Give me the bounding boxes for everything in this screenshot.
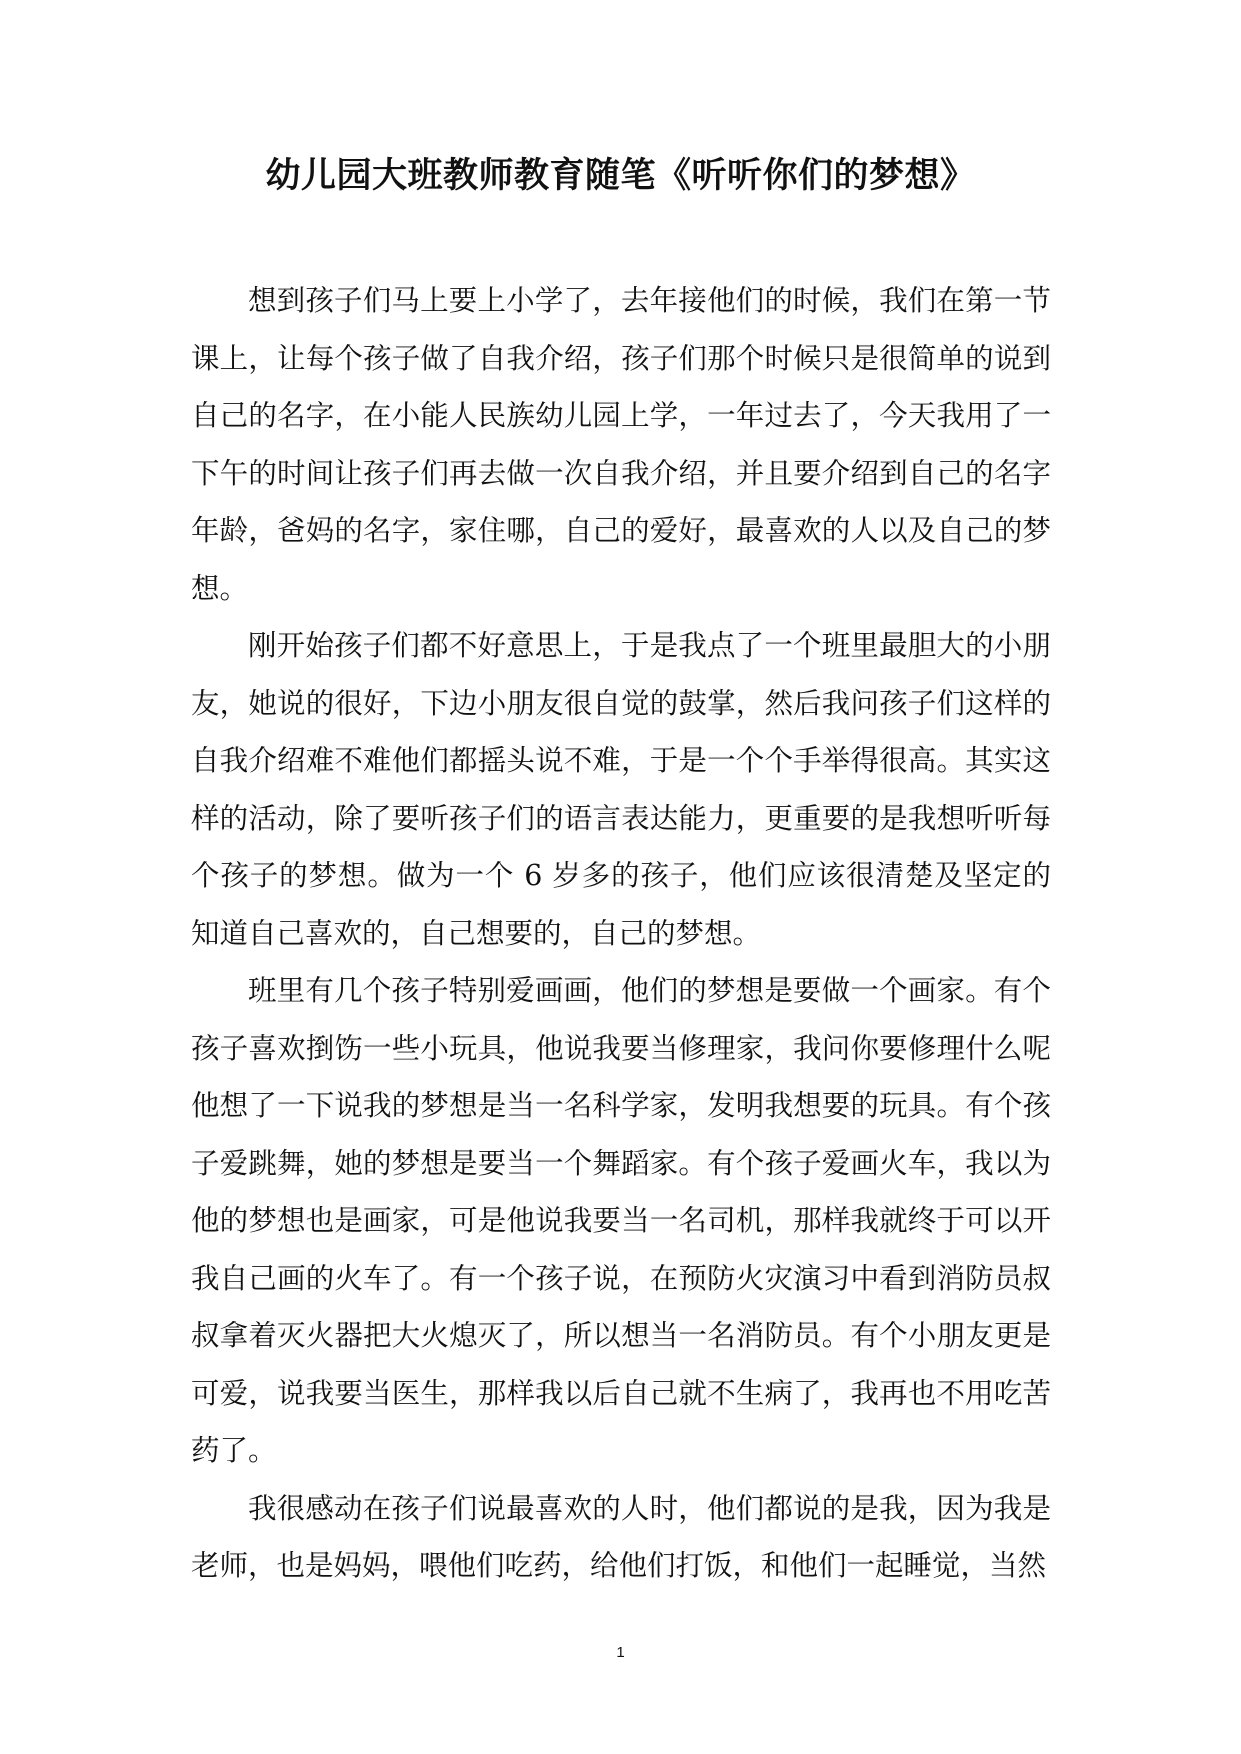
document-title: 幼儿园大班教师教育随笔《听听你们的梦想》 xyxy=(265,155,976,196)
paragraph-3: 班里有几个孩子特别爱画画，他们的梦想是要做一个画家。有个孩子喜欢捯饬一些小玩具，他说我要当修理家，我问你要修理什么呢他想了一下说我的梦想是当一名科学家，发明我想要的玩具。有个孩子爱跳舞，她的梦想是要当一个舞蹈家。有个孩子爱画火车，我以为他的梦想也是画家，可是他说我要当一名司机，那样我就终于可以开我自己画的火车了。有一个孩子说，在预防火灾演习中看到消防员叔叔拿着灭火器把大火熄灭了，所以想当一名消防员。有个小朋友更是可爱，说我要当医生，那样我以后自己就不生病了，我再也不用吃苦药了。 xyxy=(191,974,1051,1467)
paragraph-1: 想到孩子们马上要上小学了，去年接他们的时候，我们在第一节课上，让每个孩子做了自我介绍，孩子们那个时候只是很简单的说到自己的名字，在小能人民族幼儿园上学，一年过去了，今天我用了一下午的时间让孩子们再去做一次自我介绍，并且要介绍到自己的名字年龄，爸妈的名字，家住哪，自己的爱好，最喜欢的人以及自己的梦想。 xyxy=(191,284,1051,605)
paragraph-2: 刚开始孩子们都不好意思上，于是我点了一个班里最胆大的小朋友，她说的很好，下边小朋友很自觉的鼓掌，然后我问孩子们这样的自我介绍难不难他们都摇头说不难，于是一个个手举得很高。其实这样的活动，除了要听孩子们的语言表达能力，更重要的是我想听听每个孩子的梦想。做为一个 6 岁多的孩子，他们应该很清楚及坚定的知道自己喜欢的，自己想要的，自己的梦想。 xyxy=(191,629,1051,950)
paragraph-4: 我很感动在孩子们说最喜欢的人时，他们都说的是我，因为我是老师，也是妈妈，喂他们吃药，给他们打饭，和他们一起睡觉，当然 xyxy=(191,1491,1051,1582)
page-number: 1 xyxy=(616,1644,625,1661)
document-body xyxy=(191,272,1051,1595)
